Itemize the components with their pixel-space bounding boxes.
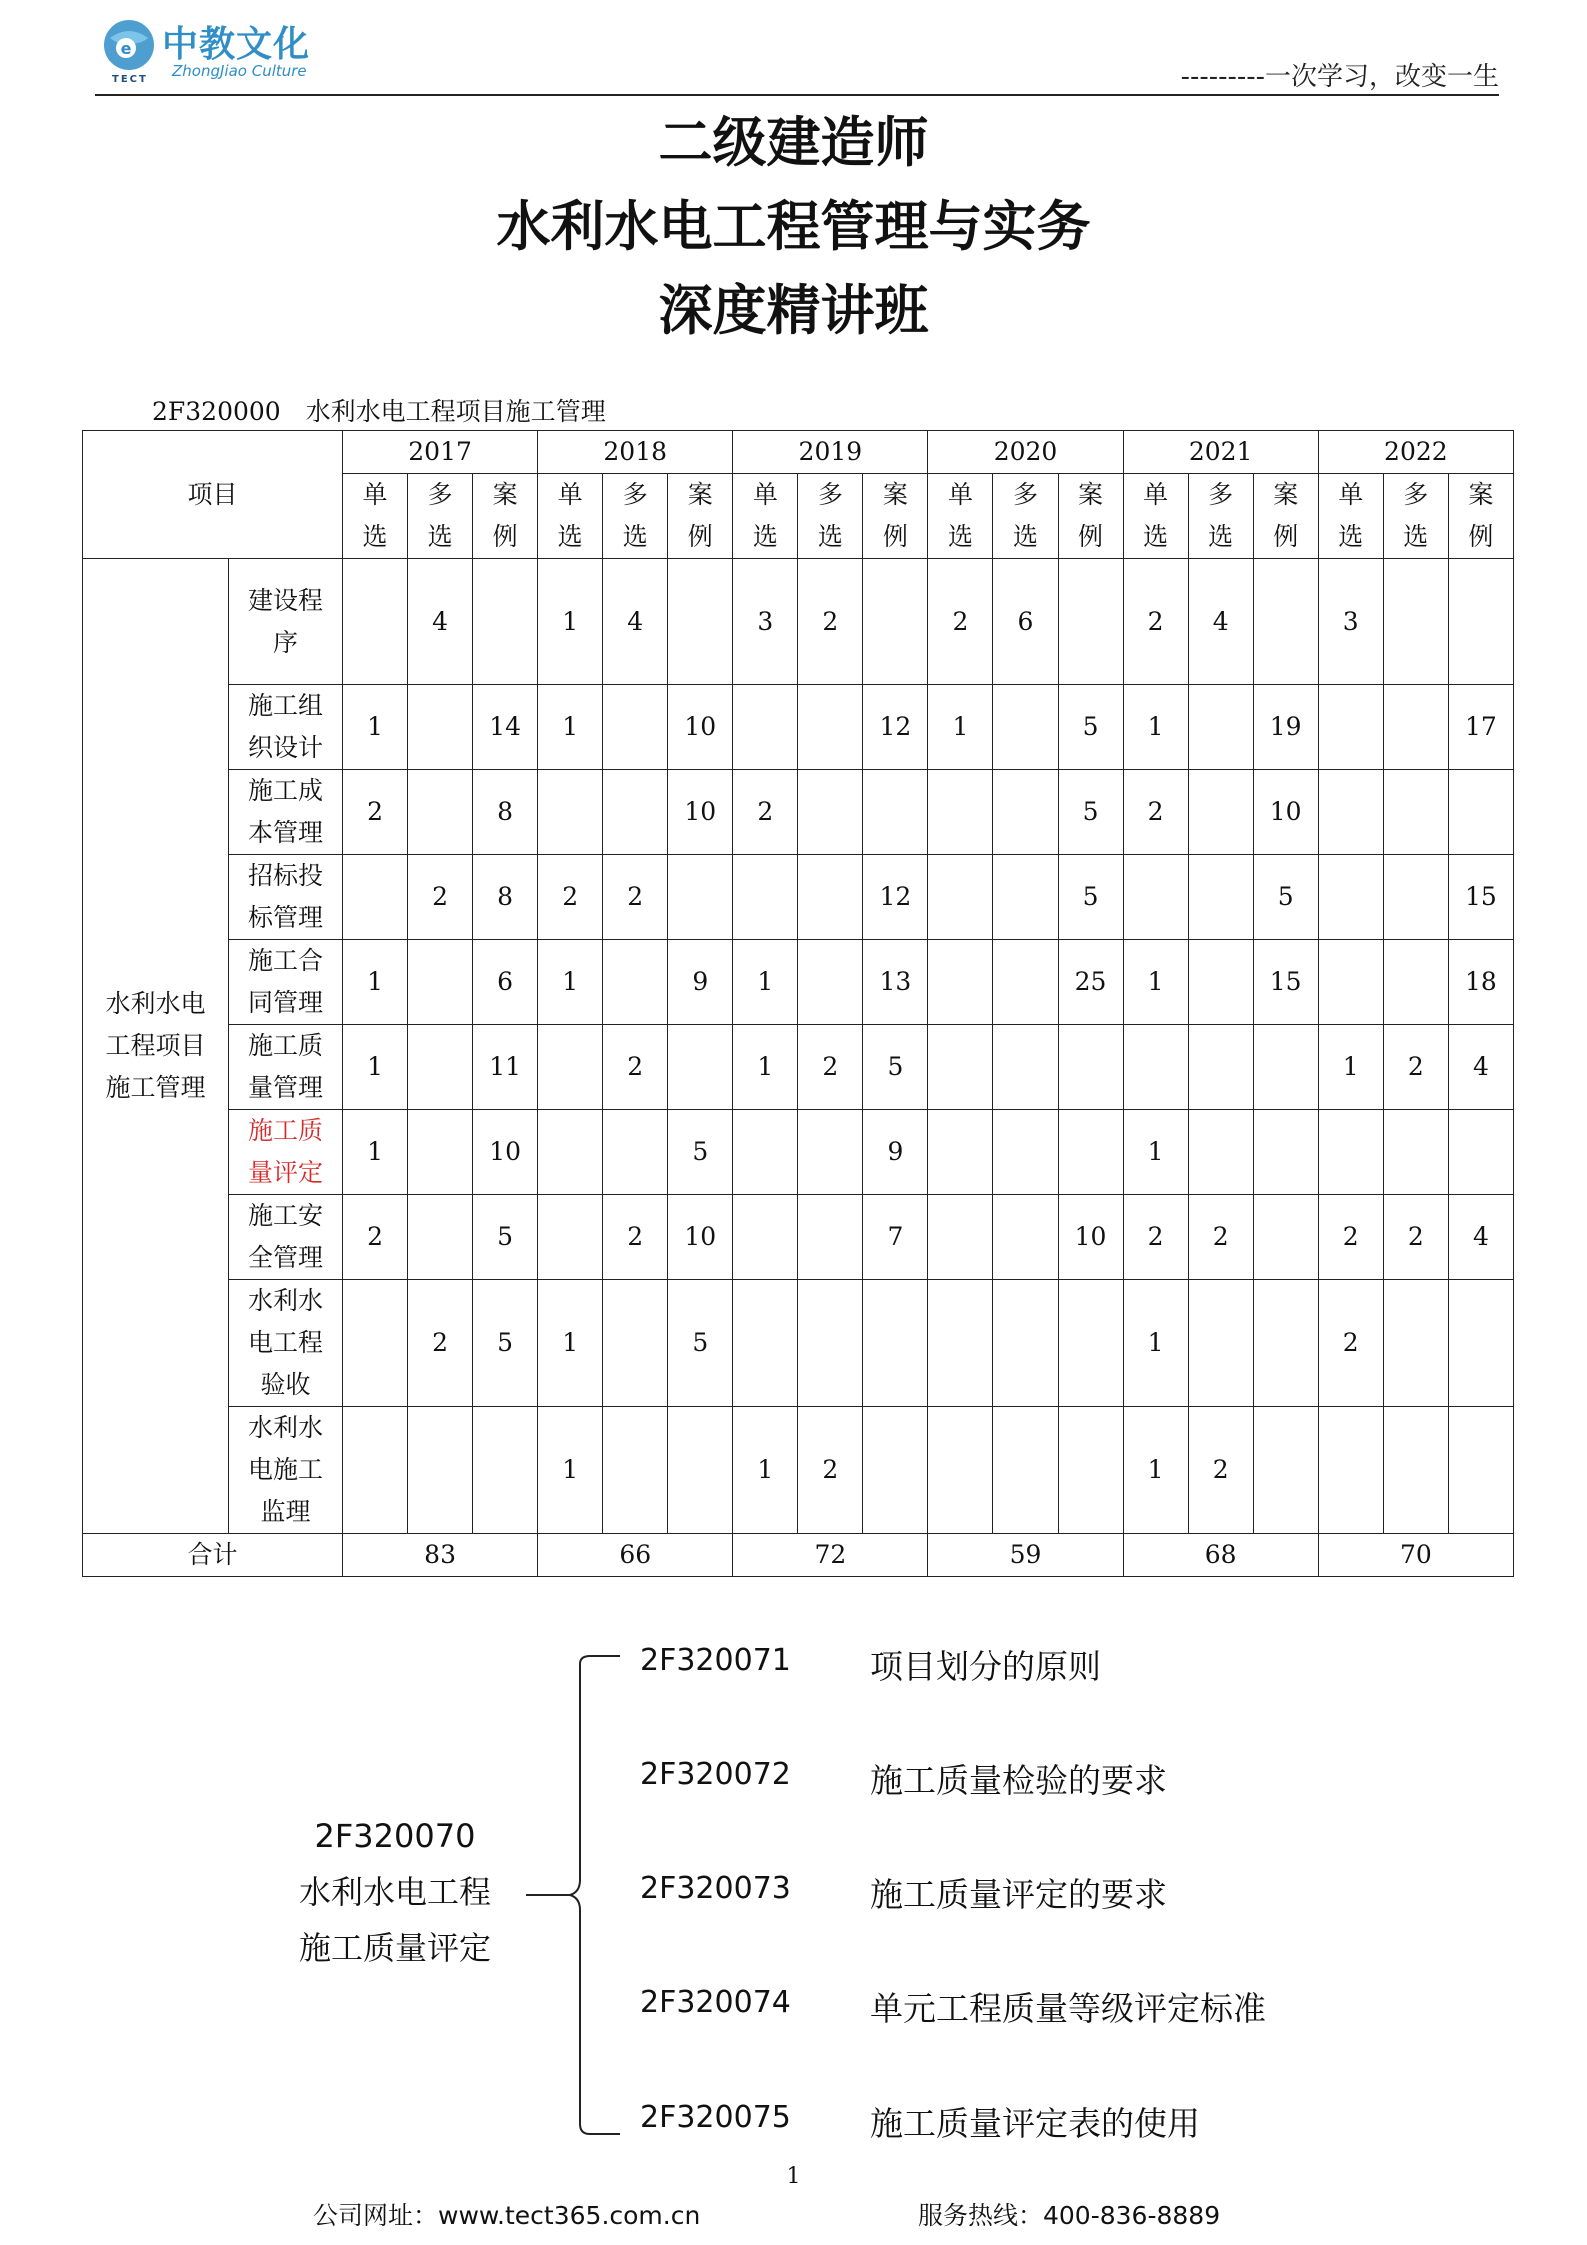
question-type-header: 多 选: [798, 474, 863, 559]
score-cell: [1058, 559, 1123, 685]
score-cell: [928, 940, 993, 1025]
score-cell: [928, 855, 993, 940]
question-type-header: 案 例: [1448, 474, 1513, 559]
tree-child-title: 施工质量评定的要求: [870, 1875, 1167, 1914]
score-cell: [863, 1407, 928, 1534]
question-type-header: 多 选: [1383, 474, 1448, 559]
score-cell: 1: [1123, 940, 1188, 1025]
score-cell: [1383, 855, 1448, 940]
score-cell: [408, 1025, 473, 1110]
score-cell: [1383, 685, 1448, 770]
score-cell: [1058, 1025, 1123, 1110]
score-cell: 2: [1123, 1195, 1188, 1280]
score-cell: [1448, 1110, 1513, 1195]
score-cell: [668, 559, 733, 685]
score-cell: 5: [863, 1025, 928, 1110]
score-cell: 15: [1448, 855, 1513, 940]
score-cell: [1123, 1025, 1188, 1110]
question-type-header: 单 选: [1123, 474, 1188, 559]
score-cell: [993, 1195, 1058, 1280]
score-cell: [1188, 770, 1253, 855]
score-cell: 2: [408, 1280, 473, 1407]
globe-logo-icon: [100, 16, 158, 74]
year-total: 59: [928, 1534, 1123, 1577]
tree-root: [240, 1808, 550, 1976]
score-cell: [1448, 1407, 1513, 1534]
score-cell: [343, 1280, 408, 1407]
score-cell: [408, 685, 473, 770]
score-cell: 1: [928, 685, 993, 770]
score-cell: 2: [538, 855, 603, 940]
table-row: [83, 1195, 1514, 1280]
tree-child-title: 项目划分的原则: [870, 1647, 1101, 1686]
table-row: [83, 1407, 1514, 1534]
tree-child-title: 施工质量检验的要求: [870, 1761, 1167, 1800]
score-cell: 2: [603, 1195, 668, 1280]
question-type-header: 多 选: [408, 474, 473, 559]
question-type-header: 案 例: [473, 474, 538, 559]
score-cell: [1318, 1407, 1383, 1534]
tree-child-code: 2F320075: [640, 2100, 791, 2135]
score-cell: [863, 559, 928, 685]
score-cell: [538, 1195, 603, 1280]
question-type-header: 案 例: [1058, 474, 1123, 559]
logo-chinese-text: 中教文化: [162, 24, 311, 65]
score-cell: [733, 1110, 798, 1195]
score-cell: 2: [1383, 1195, 1448, 1280]
title-line-3: 深度精讲班: [658, 279, 929, 342]
score-cell: 12: [863, 855, 928, 940]
score-cell: [603, 770, 668, 855]
logo-tect-text: TECT: [112, 74, 148, 85]
question-type-header: 单 选: [733, 474, 798, 559]
score-cell: [1448, 1280, 1513, 1407]
question-type-header: 案 例: [668, 474, 733, 559]
topic-name: 水利水 电施工 监理: [229, 1407, 343, 1534]
topic-name: 水利水 电工程 验收: [229, 1280, 343, 1407]
table-header-row: [83, 431, 1514, 474]
score-cell: 1: [538, 559, 603, 685]
score-cell: [928, 1110, 993, 1195]
score-cell: 19: [1253, 685, 1318, 770]
score-cell: [1318, 770, 1383, 855]
score-cell: 2: [1188, 1407, 1253, 1534]
score-cell: [863, 1280, 928, 1407]
score-cell: [1318, 1110, 1383, 1195]
score-cell: [1253, 1195, 1318, 1280]
score-cell: [1253, 1280, 1318, 1407]
title-line-1: 二级建造师: [658, 111, 929, 174]
score-cell: 2: [798, 1025, 863, 1110]
score-cell: [1188, 940, 1253, 1025]
score-cell: [928, 1195, 993, 1280]
score-cell: 1: [1123, 1407, 1188, 1534]
logo-english-text: ZhongJiao Culture: [172, 62, 307, 80]
score-cell: 6: [993, 559, 1058, 685]
score-cell: 5: [668, 1110, 733, 1195]
score-cell: 1: [1318, 1025, 1383, 1110]
total-label: 合计: [83, 1534, 343, 1577]
score-cell: 1: [538, 940, 603, 1025]
score-cell: [798, 1280, 863, 1407]
topic-name: 施工安 全管理: [229, 1195, 343, 1280]
score-cell: [928, 1025, 993, 1110]
header-divider: [95, 94, 1499, 96]
year-total: 66: [538, 1534, 733, 1577]
score-cell: [408, 940, 473, 1025]
score-cell: 10: [668, 1195, 733, 1280]
score-cell: 2: [1123, 559, 1188, 685]
header-slogan: ---------一次学习，改变一生: [1180, 62, 1499, 92]
score-cell: [993, 855, 1058, 940]
score-cell: 4: [1448, 1025, 1513, 1110]
score-cell: 8: [473, 855, 538, 940]
score-cell: 1: [538, 1407, 603, 1534]
score-cell: 5: [1058, 855, 1123, 940]
question-type-header: 多 选: [603, 474, 668, 559]
score-cell: [1318, 685, 1383, 770]
group-label: 水利水电 工程项目 施工管理: [83, 559, 229, 1534]
score-cell: 2: [733, 770, 798, 855]
score-cell: 2: [603, 1025, 668, 1110]
question-type-header: 单 选: [928, 474, 993, 559]
score-cell: [1253, 1025, 1318, 1110]
tree-child-code: 2F320072: [640, 1757, 791, 1792]
score-cell: [668, 1407, 733, 1534]
tree-child-title: 施工质量评定表的使用: [870, 2104, 1200, 2143]
score-cell: 1: [733, 940, 798, 1025]
table-row: [83, 685, 1514, 770]
table-row: [83, 770, 1514, 855]
score-cell: [538, 770, 603, 855]
score-cell: [538, 1025, 603, 1110]
score-cell: 3: [1318, 559, 1383, 685]
score-cell: [408, 1407, 473, 1534]
table-row: [83, 559, 1514, 685]
score-cell: [343, 855, 408, 940]
score-cell: 2: [1123, 770, 1188, 855]
score-cell: [1058, 1407, 1123, 1534]
year-header: 2018: [538, 431, 733, 474]
score-cell: 1: [733, 1407, 798, 1534]
score-cell: [928, 1280, 993, 1407]
year-header: 2017: [343, 431, 538, 474]
table-row: [83, 855, 1514, 940]
score-cell: [1383, 1407, 1448, 1534]
score-cell: [603, 1280, 668, 1407]
score-cell: [603, 1110, 668, 1195]
score-cell: 1: [538, 1280, 603, 1407]
table-total-row: [83, 1534, 1514, 1577]
score-cell: 3: [733, 559, 798, 685]
score-cell: [733, 1195, 798, 1280]
tree-root-code: 2F320070: [314, 1817, 476, 1855]
score-cell: [993, 1025, 1058, 1110]
tree-root-title-1: 水利水电工程: [298, 1873, 491, 1911]
year-total: 70: [1318, 1534, 1513, 1577]
score-cell: [1318, 855, 1383, 940]
score-cell: [798, 685, 863, 770]
question-type-header: 案 例: [1253, 474, 1318, 559]
footer-website: 公司网址：www.tect365.com.cn: [313, 2201, 701, 2230]
score-cell: 5: [1058, 770, 1123, 855]
score-cell: [473, 559, 538, 685]
score-cell: 1: [733, 1025, 798, 1110]
score-cell: [798, 770, 863, 855]
score-cell: 4: [603, 559, 668, 685]
score-cell: [1188, 1110, 1253, 1195]
score-cell: [928, 770, 993, 855]
score-cell: 2: [1318, 1280, 1383, 1407]
score-cell: 2: [1383, 1025, 1448, 1110]
score-cell: 4: [1188, 559, 1253, 685]
score-cell: 1: [1123, 1280, 1188, 1407]
score-cell: 5: [1058, 685, 1123, 770]
score-cell: 25: [1058, 940, 1123, 1025]
exam-statistics-table: [82, 430, 1514, 1577]
score-cell: [408, 1195, 473, 1280]
score-cell: 15: [1253, 940, 1318, 1025]
score-cell: [1383, 940, 1448, 1025]
score-cell: [733, 1280, 798, 1407]
score-cell: [1058, 1110, 1123, 1195]
score-cell: [668, 1025, 733, 1110]
score-cell: 1: [343, 1025, 408, 1110]
tree-child-code: 2F320074: [640, 1985, 791, 2020]
score-cell: [1318, 940, 1383, 1025]
year-header: 2020: [928, 431, 1123, 474]
year-total: 83: [343, 1534, 538, 1577]
year-header: 2019: [733, 431, 928, 474]
score-cell: 4: [1448, 1195, 1513, 1280]
score-cell: [1188, 1280, 1253, 1407]
score-cell: 1: [1123, 685, 1188, 770]
score-cell: 5: [473, 1195, 538, 1280]
score-cell: [798, 1195, 863, 1280]
score-cell: [1383, 1110, 1448, 1195]
question-type-header: 单 选: [538, 474, 603, 559]
score-cell: [473, 1407, 538, 1534]
score-cell: [408, 770, 473, 855]
tree-root-title-2: 施工质量评定: [298, 1929, 491, 1967]
score-cell: [928, 1407, 993, 1534]
score-cell: 2: [408, 855, 473, 940]
score-cell: 1: [343, 685, 408, 770]
tree-child-code: 2F320073: [640, 1871, 791, 1906]
score-cell: 2: [603, 855, 668, 940]
score-cell: [1253, 1110, 1318, 1195]
year-total: 72: [733, 1534, 928, 1577]
score-cell: 11: [473, 1025, 538, 1110]
year-total: 68: [1123, 1534, 1318, 1577]
score-cell: [603, 940, 668, 1025]
score-cell: [1253, 1407, 1318, 1534]
tree-child-code: 2F320071: [640, 1643, 791, 1678]
score-cell: [1188, 855, 1253, 940]
score-cell: [1058, 1280, 1123, 1407]
score-cell: 2: [798, 559, 863, 685]
score-cell: 5: [668, 1280, 733, 1407]
score-cell: [343, 559, 408, 685]
company-logo: [98, 14, 338, 84]
score-cell: 2: [343, 770, 408, 855]
question-type-header: 单 选: [1318, 474, 1383, 559]
score-cell: [1383, 770, 1448, 855]
score-cell: [798, 940, 863, 1025]
score-cell: [993, 1110, 1058, 1195]
score-cell: [603, 685, 668, 770]
score-cell: 10: [1253, 770, 1318, 855]
score-cell: [1253, 559, 1318, 685]
score-cell: [993, 940, 1058, 1025]
tree-brace: [520, 1650, 650, 2140]
footer-hotline: 服务热线：400-836-8889: [918, 2201, 1221, 2230]
topic-name: 施工成 本管理: [229, 770, 343, 855]
year-header: 2021: [1123, 431, 1318, 474]
score-cell: [798, 1110, 863, 1195]
score-cell: 12: [863, 685, 928, 770]
table-row: [83, 940, 1514, 1025]
score-cell: 10: [668, 770, 733, 855]
topic-name: 施工质 量管理: [229, 1025, 343, 1110]
score-cell: 1: [343, 1110, 408, 1195]
year-header: 2022: [1318, 431, 1513, 474]
score-cell: [408, 1110, 473, 1195]
score-cell: 5: [1253, 855, 1318, 940]
table-row: [83, 1280, 1514, 1407]
score-cell: 4: [408, 559, 473, 685]
score-cell: [993, 1407, 1058, 1534]
question-type-header: 案 例: [863, 474, 928, 559]
score-cell: 7: [863, 1195, 928, 1280]
score-cell: 1: [343, 940, 408, 1025]
topic-name: 施工质 量评定: [229, 1110, 343, 1195]
score-cell: 9: [863, 1110, 928, 1195]
score-cell: [538, 1110, 603, 1195]
score-cell: 13: [863, 940, 928, 1025]
score-cell: 6: [473, 940, 538, 1025]
score-cell: 2: [1318, 1195, 1383, 1280]
score-cell: [993, 770, 1058, 855]
question-type-header: 多 选: [1188, 474, 1253, 559]
score-cell: [798, 855, 863, 940]
title-line-2: 水利水电工程管理与实务: [496, 195, 1091, 258]
score-cell: 5: [473, 1280, 538, 1407]
score-cell: 10: [1058, 1195, 1123, 1280]
score-cell: [1188, 1025, 1253, 1110]
score-cell: [733, 855, 798, 940]
score-cell: [1123, 855, 1188, 940]
score-cell: 1: [1123, 1110, 1188, 1195]
score-cell: [603, 1407, 668, 1534]
table-row: [83, 1110, 1514, 1195]
score-cell: 10: [473, 1110, 538, 1195]
topic-name: 招标投 标管理: [229, 855, 343, 940]
score-cell: 2: [928, 559, 993, 685]
question-type-header: 多 选: [993, 474, 1058, 559]
score-cell: 2: [798, 1407, 863, 1534]
section-label: 2F320000 水利水电工程项目施工管理: [152, 397, 606, 426]
score-cell: 17: [1448, 685, 1513, 770]
topic-name: 施工组 织设计: [229, 685, 343, 770]
score-cell: [1188, 685, 1253, 770]
table-row: [83, 1025, 1514, 1110]
score-cell: 14: [473, 685, 538, 770]
score-cell: 2: [343, 1195, 408, 1280]
svg-text:e: e: [120, 39, 132, 58]
tree-child-title: 单元工程质量等级评定标准: [870, 1989, 1266, 2028]
score-cell: 2: [1188, 1195, 1253, 1280]
topic-name: 建设程 序: [229, 559, 343, 685]
score-cell: 10: [668, 685, 733, 770]
score-cell: [343, 1407, 408, 1534]
score-cell: 18: [1448, 940, 1513, 1025]
score-cell: [1448, 559, 1513, 685]
score-cell: [1448, 770, 1513, 855]
page-number: 1: [786, 2164, 801, 2189]
question-type-header: 单 选: [343, 474, 408, 559]
score-cell: [1383, 559, 1448, 685]
score-cell: 8: [473, 770, 538, 855]
score-cell: 9: [668, 940, 733, 1025]
score-cell: [863, 770, 928, 855]
score-cell: [733, 685, 798, 770]
score-cell: 1: [538, 685, 603, 770]
item-header: 项目: [83, 431, 343, 559]
score-cell: [1383, 1280, 1448, 1407]
topic-name: 施工合 同管理: [229, 940, 343, 1025]
score-cell: [993, 1280, 1058, 1407]
score-cell: [668, 855, 733, 940]
score-cell: [993, 685, 1058, 770]
